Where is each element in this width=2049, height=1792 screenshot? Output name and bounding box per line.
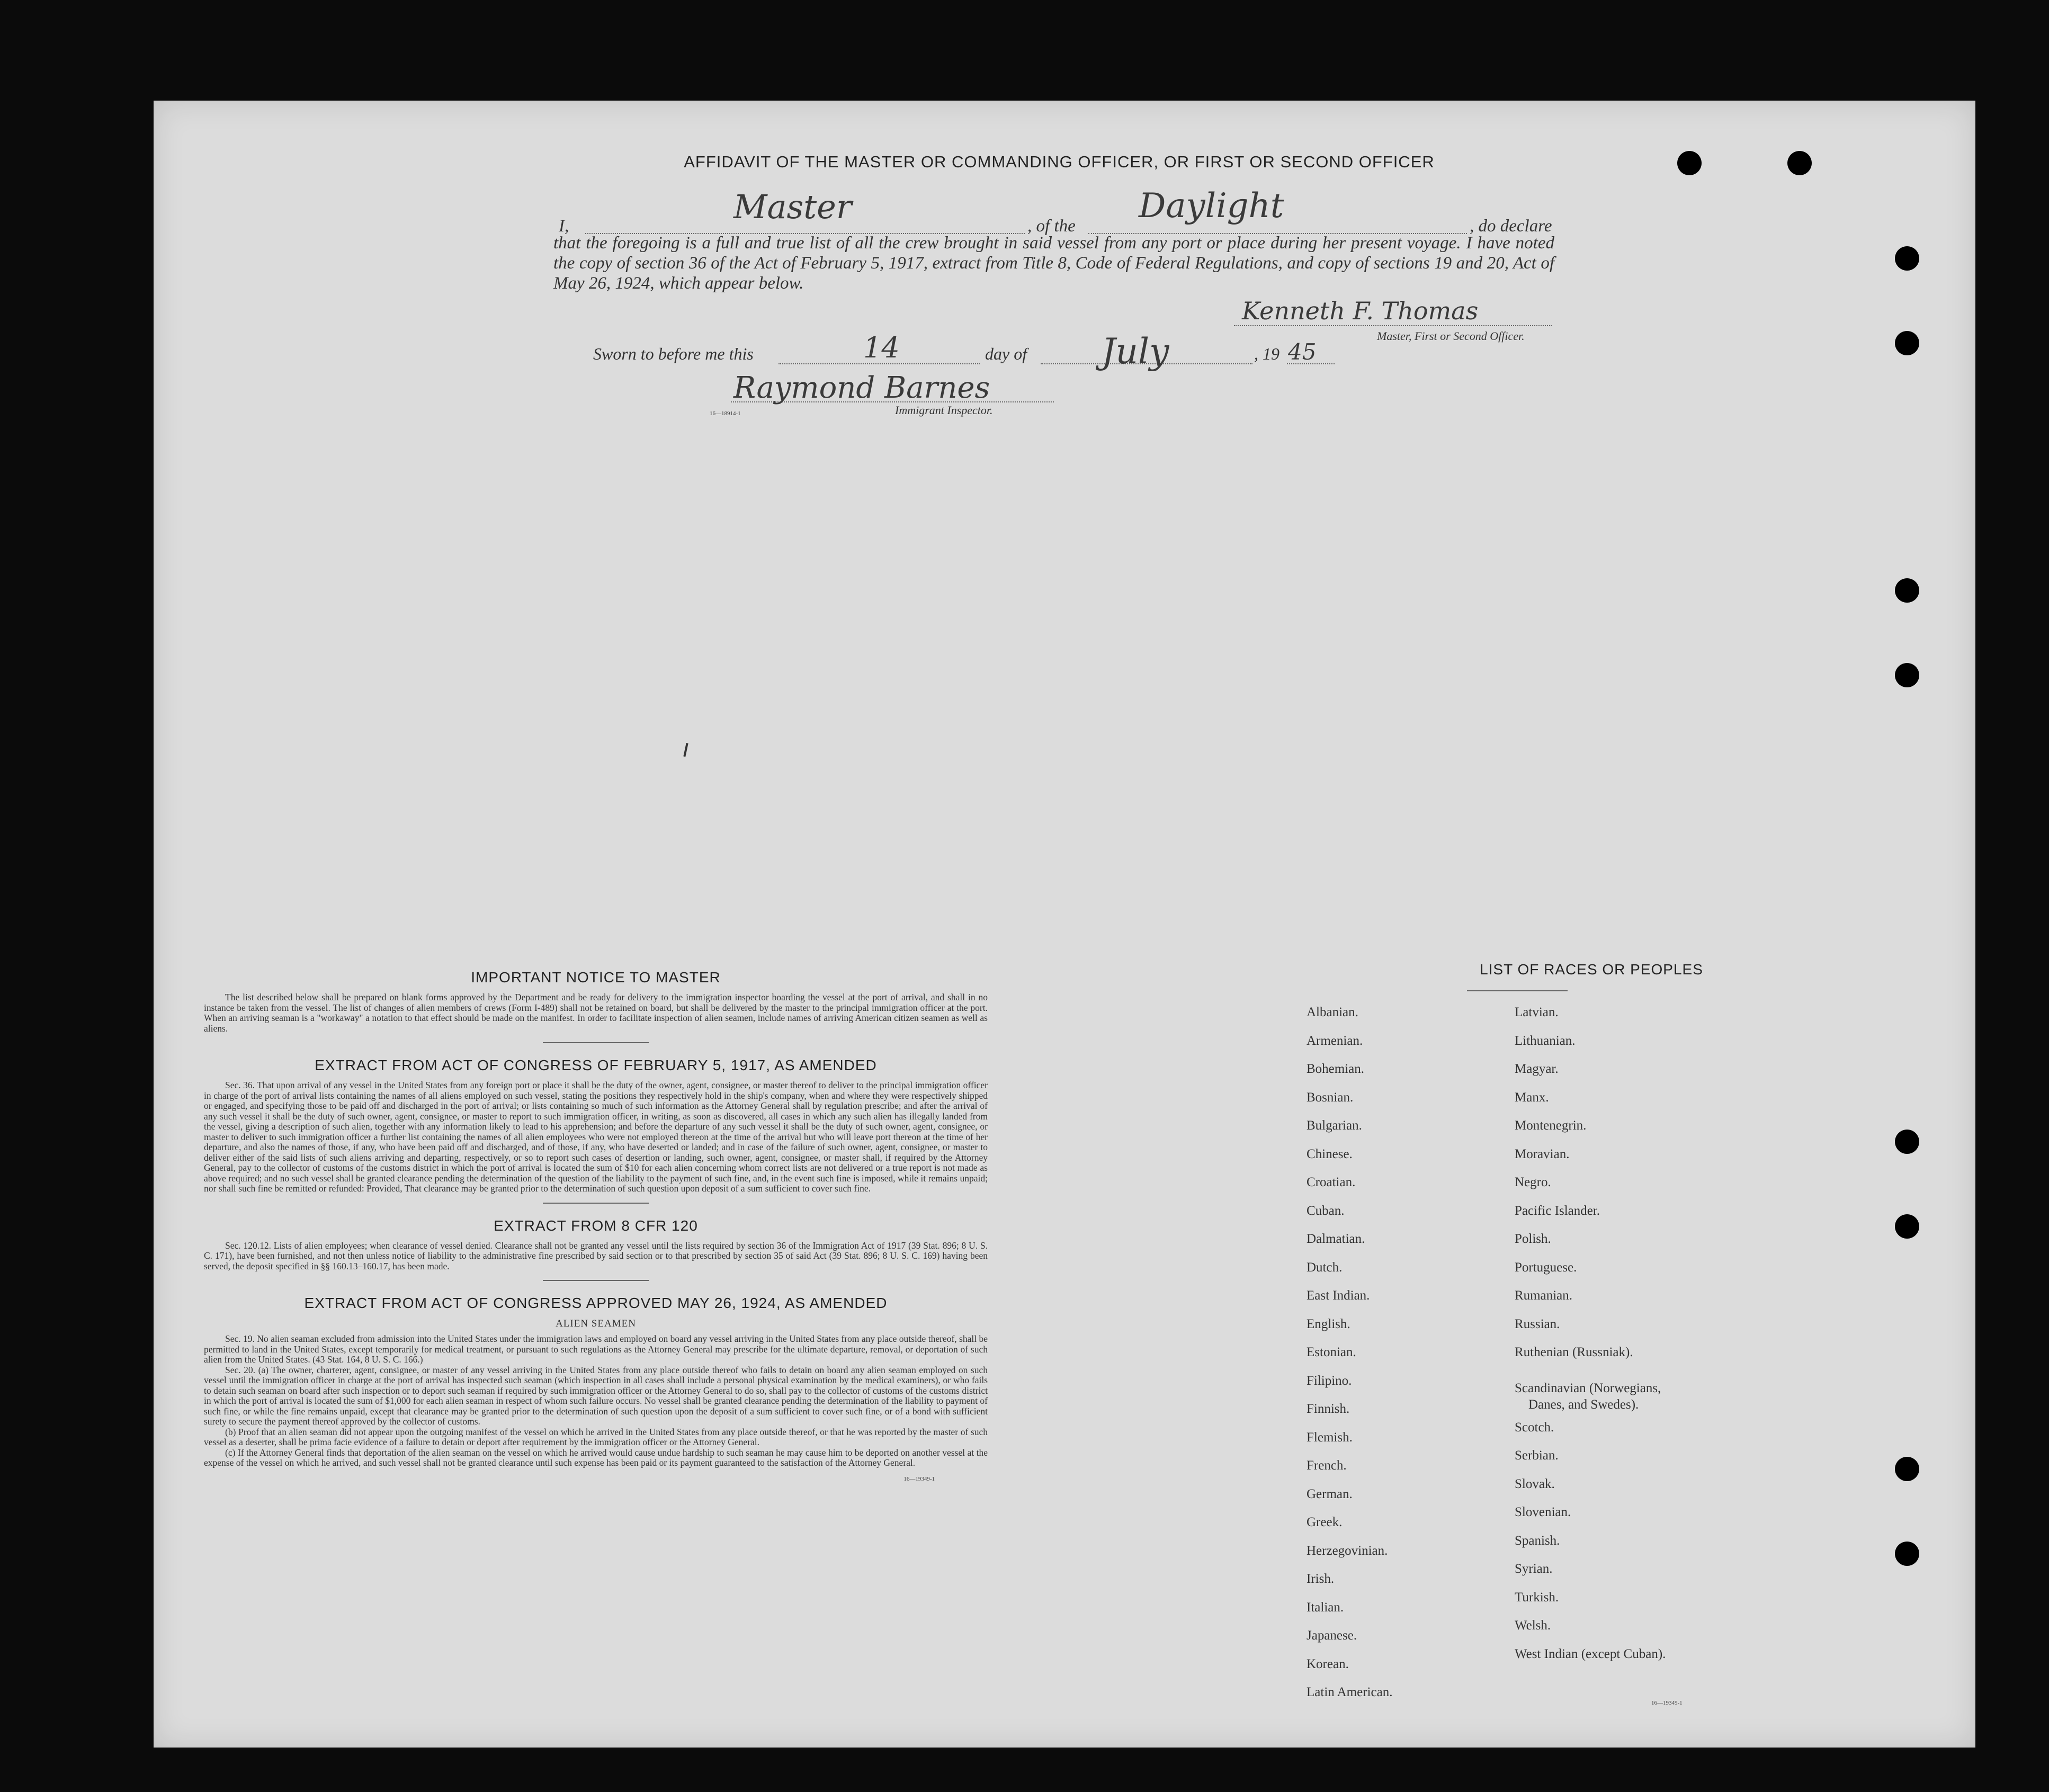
master-signature: Kenneth F. Thomas <box>1242 297 1479 325</box>
race-item: Bosnian. <box>1307 1090 1354 1105</box>
punch-hole <box>1895 1130 1919 1154</box>
punch-hole <box>1895 578 1919 603</box>
divider <box>543 1203 649 1204</box>
race-item: Estonian. <box>1307 1345 1356 1359</box>
vessel-handwritten: Daylight <box>1139 186 1284 226</box>
race-item: Bohemian. <box>1307 1062 1365 1076</box>
race-item: Serbian. <box>1515 1448 1559 1463</box>
races-column-1 <box>1307 1005 1508 1714</box>
sec20c-body: (c) If the Attorney General finds that deportation of the alien seaman on the vessel on which he arrived would cause undue hardship to such seaman he may cause him to be deported on another vessel at the expense of the vessel on which he arrived, and such vessel shall not be granted clearance until such expense has been paid or its payment guaranteed to the satisfaction of the Attorney General. <box>204 1447 988 1468</box>
declaration-body: that the foregoing is a full and true list of all the crew brought in said vessel from any port or place during her present voyage. I have noted the copy of section 36 of the Act of February 5, 1917, extract from Title 8, Code of Federal Regulations, and copy of sections 19 and 20, Act of May 26, 1924, which appear below. <box>553 234 1554 293</box>
race-item: Slovak. <box>1515 1476 1555 1491</box>
punch-hole <box>1895 1457 1919 1481</box>
race-item: Negro. <box>1515 1175 1551 1189</box>
divider <box>543 1280 649 1281</box>
rank-line <box>585 233 1025 234</box>
race-item: Latin American. <box>1307 1685 1393 1699</box>
of-the-label: , of the <box>1027 217 1076 236</box>
race-item: Dutch. <box>1307 1260 1343 1275</box>
races-column-2-bottom <box>1515 1420 1790 1675</box>
extract-1924-subtitle: ALIEN SEAMEN <box>556 1318 636 1329</box>
sworn-line <box>593 344 754 364</box>
year-prefix: , 19 <box>1254 344 1279 363</box>
do-declare-label: , do declare <box>1470 217 1552 236</box>
inspector-caption: Immigrant Inspector. <box>895 404 993 417</box>
race-item: Bulgarian. <box>1307 1118 1362 1133</box>
sec19-body: Sec. 19. No alien seaman excluded from admission into the United States under the immigration laws and employed on board any vessel arriving in the United States from any place outside thereof, shall be permitted to land in the United States, except temporarily for medical treatment, or pursuant to such regulations as the Attorney General may prescribe for the ultimate departure, removal, or deportation of such alien from the United States. (43 Stat. 164, 8 U. S. C. 166.) <box>204 1333 988 1365</box>
race-item: Herzegovinian. <box>1307 1543 1388 1558</box>
master-caption: Master, First or Second Officer. <box>1377 329 1525 343</box>
race-item: Spanish. <box>1515 1533 1560 1548</box>
race-item: Portuguese. <box>1515 1260 1577 1275</box>
notices-column <box>204 969 988 1482</box>
race-item: Croatian. <box>1307 1175 1356 1189</box>
race-item: Moravian. <box>1515 1146 1570 1161</box>
race-item: Rumanian. <box>1515 1288 1573 1303</box>
extract-1917-title: EXTRACT FROM ACT OF CONGRESS OF FEBRUARY 5, 1917, AS AMENDED <box>315 1057 877 1073</box>
master-signature-line <box>1234 325 1552 326</box>
bleed-through-text <box>1419 111 1631 143</box>
race-item: Dalmatian. <box>1307 1232 1365 1246</box>
punch-hole <box>1895 246 1919 271</box>
divider <box>543 1042 649 1043</box>
punch-hole <box>1895 1214 1919 1239</box>
scandinavian-entry <box>1515 1374 1790 1420</box>
punch-hole <box>1895 1542 1919 1566</box>
extract-1917-body: Sec. 36. That upon arrival of any vessel in the United States from any foreign port or place it shall be the duty of the owner, agent, consignee, or master thereof to deliver to the principal immigration officer in charge of the port of arrival lists containing the names of all aliens employed on such vessel, stating the positions they respectively hold in the ship's company, when and where they were respectively shipped or engaged, and specifying those to be paid off and discharged in the port of arrival; or lists containing so much of such information as the Attorney General shall by regulation prescribe; and after the arrival of any such vessel it shall be the duty of such owner, agent, consignee, or master to report to such immigration officer, in writing, as soon as discovered, all cases in which any such alien has illegally landed from the vessel, giving a description of such alien, together with any information likely to lead to his apprehension; and before the departure of any such vessel it shall be the duty of such owner, agent, consignee, or master to deliver to such immigration officer a further list containing the names of all alien employees who were not employed thereon at the time of the arrival but who will leave port thereon at the time of her departure, and also the names of those, if any, who have been paid off and discharged, and of those, if any, who have deserted or landed; and in case of the failure of such owner, agent, consignee, or master to deliver either of the said lists of such aliens arriving and departing, respectively, or so to report such cases of desertion or landing, such owner, agent, consignee, or master shall, if required by the Attorney General, pay to the collector of customs of the customs district in which the port of arrival is located the sum of $10 for each alien concerning whom correct lists are not delivered or a true report is not made as above required; and no such vessel shall be granted clearance pending the determination of the question of the liability to the payment of such fine, and, in the event such fine is imposed, while it remains unpaid; nor shall such fine be remitted or refunded: Provided, That clearance may be granted prior to the determination of such question upon deposit of a sum sufficient to cover such fine. <box>204 1080 988 1194</box>
races-title: LIST OF RACES OR PEOPLES <box>1480 961 1703 978</box>
race-item: Manx. <box>1515 1090 1549 1105</box>
race-item: Montenegrin. <box>1515 1118 1587 1133</box>
race-item: Filipino. <box>1307 1373 1352 1388</box>
scandinavian-line-1: Scandinavian (Norwegians, <box>1515 1381 1661 1395</box>
race-item: Latvian. <box>1515 1005 1559 1019</box>
extract-cfr-body: Sec. 120.12. Lists of alien employees; when clearance of vessel denied. Clearance shall not be granted any vessel until the lists required by section 36 of the Immigration Act of 1917 (39 Stat. 896; 8 U. S. C. 171), have been furnished, and not then unless notice of liability to the administrative fine prescribed by said section or to that prescribed by section 35 of said Act (39 Stat. 896; 8 U. S. C. 169) having been served, the deposit specified in §§ 160.13–160.17, has been made. <box>204 1240 988 1271</box>
sworn-label: Sworn to before me this <box>593 344 754 363</box>
race-item: Pacific Islander. <box>1515 1203 1600 1218</box>
affidavit-declaration <box>553 186 1554 293</box>
race-item: Finnish. <box>1307 1402 1350 1416</box>
race-item: Chinese. <box>1307 1146 1353 1161</box>
races-form-number: 16—19349-1 <box>1651 1700 1683 1706</box>
race-item: Greek. <box>1307 1515 1343 1529</box>
race-item: West Indian (except Cuban). <box>1515 1646 1666 1661</box>
race-item: Polish. <box>1515 1232 1551 1246</box>
race-item: Italian. <box>1307 1600 1344 1615</box>
scandinavian-line-2: Danes, and Swedes). <box>1528 1397 1639 1412</box>
race-item: Slovenian. <box>1515 1505 1571 1519</box>
rank-handwritten: Master <box>733 187 852 226</box>
punch-hole <box>1677 151 1702 175</box>
race-item: Welsh. <box>1515 1618 1551 1633</box>
year-handwritten: 45 <box>1288 339 1317 365</box>
punch-hole <box>1895 663 1919 687</box>
races-column-2-top <box>1515 1005 1790 1374</box>
vessel-line <box>1088 233 1467 234</box>
punch-hole <box>1895 331 1919 355</box>
race-item: Korean. <box>1307 1656 1349 1671</box>
race-item: Magyar. <box>1515 1062 1559 1076</box>
extract-1924-title: EXTRACT FROM ACT OF CONGRESS APPROVED MAY 26, 1924, AS AMENDED <box>304 1295 888 1311</box>
notice-title: IMPORTANT NOTICE TO MASTER <box>471 969 721 985</box>
race-item: East Indian. <box>1307 1288 1370 1303</box>
punch-hole <box>1787 151 1812 175</box>
race-item: Lithuanian. <box>1515 1033 1576 1048</box>
race-item: French. <box>1307 1458 1347 1473</box>
race-item: Armenian. <box>1307 1033 1363 1048</box>
races-title-rule <box>1467 990 1568 991</box>
race-item: German. <box>1307 1486 1353 1501</box>
race-item: Irish. <box>1307 1572 1335 1586</box>
sec20b-body: (b) Proof that an alien seaman did not appear upon the outgoing manifest of the vessel on which he arrived in the United States from any place outside thereof, or that he was reported by the master of such vessel as a deserter, shall be prima facie evidence of a failure to detain or deport after requirement by the immigration officer or the Attorney General. <box>204 1426 988 1447</box>
race-item: Syrian. <box>1515 1562 1553 1576</box>
notice-body: The list described below shall be prepared on blank forms approved by the Department and be ready for delivery to the immigration inspector boarding the vessel at the port of arrival, and shall in no instance be taken from the vessel. The list of changes of alien members of crews (Form I-489) shall not be retained on board, but shall be delivered by the master to the principal immigration officer at the port. When an arriving seaman is a "workaway" a notation to that effect should be made on the manifest. In order to facilitate inspection of alien seamen, include names of arriving American citizen seamen as well as aliens. <box>204 992 988 1034</box>
race-item: Albanian. <box>1307 1005 1358 1019</box>
declaration-first-line <box>553 186 1554 236</box>
affidavit-title: AFFIDAVIT OF THE MASTER OR COMMANDING OFFICER, OR FIRST OR SECOND OFFICER <box>684 153 1435 171</box>
day-handwritten: 14 <box>863 331 900 364</box>
inspector-signature: Raymond Barnes <box>733 371 990 405</box>
race-item: Ruthenian (Russniak). <box>1515 1345 1633 1359</box>
race-item: Russian. <box>1515 1316 1560 1331</box>
i-label: I, <box>559 217 569 236</box>
race-item: Scotch. <box>1515 1420 1554 1435</box>
race-item: Japanese. <box>1307 1628 1357 1643</box>
extract-form-number: 16—19349-1 <box>903 1475 935 1482</box>
race-item: English. <box>1307 1316 1350 1331</box>
extract-cfr-title: EXTRACT FROM 8 CFR 120 <box>494 1217 698 1234</box>
affidavit-form-number: 16—18914-1 <box>710 410 741 417</box>
race-item: Flemish. <box>1307 1430 1353 1445</box>
race-item: Cuban. <box>1307 1203 1345 1218</box>
sec20a-body: Sec. 20. (a) The owner, charterer, agent, consignee, or master of any vessel arriving in the United States from any place outside thereof who fails to detain on board any alien seaman employed on such vessel until the immigration officer in charge at the port of arrival has inspected such seaman (which inspection in all cases shall include a personal physical examination by the medical examiners), or who fails to detain such seaman on board after such inspection or to deport such seaman if required by such immigration officer or the Attorney General to do so, shall pay to the collector of customs of the customs district in which the port of arrival is located the sum of $1,000 for each alien seaman in respect of whom such failure occurs. No vessel shall be granted clearance pending the determination of the liability to payment of such fine, or while the fine remains unpaid, except that clearance may be granted prior to the determination of such question upon the deposit of a sum sufficient to cover such fine, or of a bond with sufficient surety to secure the payment thereof approved by the collector of customs. <box>204 1364 988 1427</box>
races-column-2 <box>1515 1005 1790 1675</box>
month-handwritten: July <box>1102 331 1169 372</box>
day-of-label: day of <box>985 344 1027 363</box>
race-item: Turkish. <box>1515 1590 1559 1605</box>
